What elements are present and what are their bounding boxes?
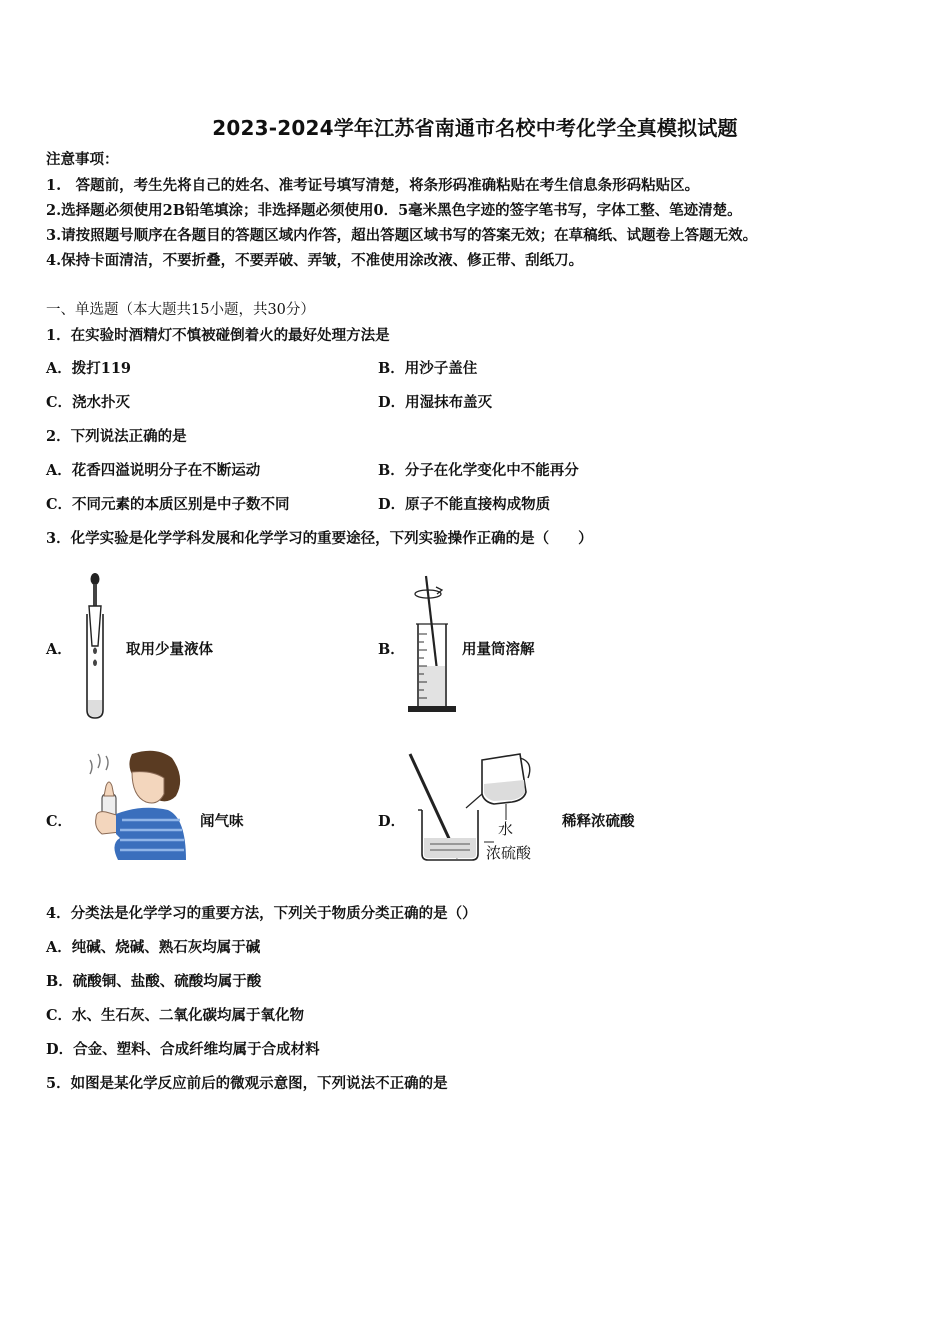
q3-stem: 3．化学实验是化学学科发展和化学学习的重要途径，下列实验操作正确的是（ ） bbox=[46, 530, 593, 547]
q3-option-d-caption: 稀释浓硫酸 bbox=[562, 813, 635, 830]
graduated-cylinder-figure bbox=[400, 570, 464, 718]
q3-option-d-letter: D． bbox=[378, 813, 406, 830]
person-smelling-figure bbox=[76, 748, 188, 860]
q4-option-a: A．纯碱、烧碱、熟石灰均属于碱 bbox=[46, 939, 261, 956]
q3-option-d-acid-label: 浓硫酸 bbox=[486, 844, 532, 862]
q2-option-a: A．花香四溢说明分子在不断运动 bbox=[46, 462, 261, 479]
q3-option-b-caption: 用量筒溶解 bbox=[462, 641, 535, 658]
q2-option-c: C．不同元素的本质区别是中子数不同 bbox=[46, 496, 290, 513]
q5-stem: 5．如图是某化学反应前后的微观示意图，下列说法不正确的是 bbox=[46, 1075, 448, 1092]
notice-item-3: 3.请按照题号顺序在各题目的答题区域内作答，超出答题区域书写的答案无效；在草稿纸、试题卷上答题无效。 bbox=[46, 227, 758, 244]
q4-option-c: C．水、生石灰、二氧化碳均属于氧化物 bbox=[46, 1007, 305, 1024]
q1-option-c: C．浇水扑灭 bbox=[46, 394, 131, 411]
q4-option-b: B．硫酸铜、盐酸、硫酸均属于酸 bbox=[46, 973, 262, 990]
notice-item-2: 2.选择题必须使用2B铅笔填涂；非选择题必须使用0．5毫米黑色字迹的签字笔书写，字体工整、笔迹清楚。 bbox=[46, 202, 742, 219]
notice-item-1: 1. 答题前，考生先将自己的姓名、准考证号填写清楚，将条形码准确粘贴在考生信息条形码粘贴区。 bbox=[46, 177, 700, 194]
q2-stem: 2．下列说法正确的是 bbox=[46, 428, 187, 445]
dropper-test-tube-figure bbox=[76, 570, 116, 722]
q1-option-a: A．拨打119 bbox=[46, 360, 132, 377]
q1-option-d: D．用湿抹布盖灭 bbox=[378, 394, 493, 411]
q2-option-d: D．原子不能直接构成物质 bbox=[378, 496, 551, 513]
q3-option-c-letter: C． bbox=[46, 813, 73, 830]
q4-stem: 4．分类法是化学学习的重要方法，下列关于物质分类正确的是（） bbox=[46, 905, 477, 922]
q4-option-d: D．合金、塑料、合成纤维均属于合成材料 bbox=[46, 1041, 320, 1058]
q1-option-b: B．用沙子盖住 bbox=[378, 360, 478, 377]
q2-option-b: B．分子在化学变化中不能再分 bbox=[378, 462, 579, 479]
section-heading: 一、单选题（本大题共15小题，共30分） bbox=[46, 302, 315, 318]
notice-item-4: 4.保持卡面清洁，不要折叠，不要弄破、弄皱，不准使用涂改液、修正带、刮纸刀。 bbox=[46, 252, 584, 269]
q3-option-a-letter: A． bbox=[46, 641, 72, 658]
page-title: 2023-2024学年江苏省南通市名校中考化学全真模拟试题 bbox=[212, 116, 738, 140]
q3-option-d-water-label: 水 bbox=[498, 820, 514, 838]
q3-option-a-caption: 取用少量液体 bbox=[126, 641, 213, 658]
notice-heading: 注意事项： bbox=[46, 151, 119, 168]
q3-option-b-letter: B． bbox=[378, 641, 405, 658]
q1-stem: 1．在实验时酒精灯不慎被碰倒着火的最好处理方法是 bbox=[46, 327, 390, 344]
q3-option-c-caption: 闻气味 bbox=[200, 813, 244, 830]
